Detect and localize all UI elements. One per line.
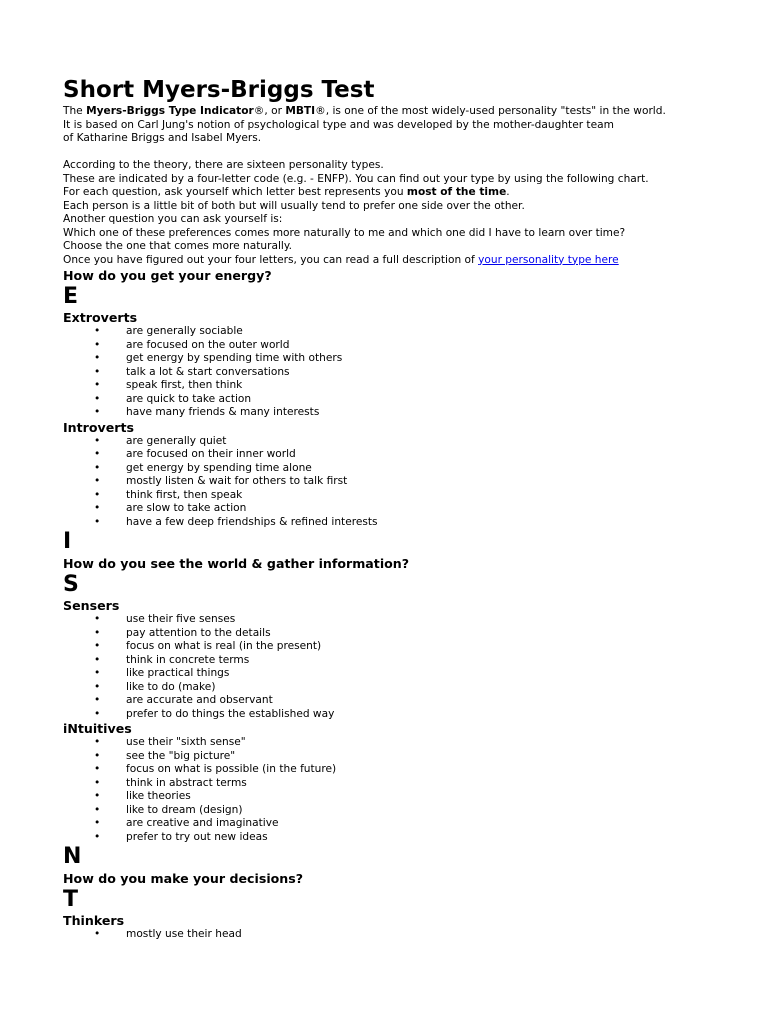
list-item: • prefer to try out new ideas [63, 831, 743, 845]
personality-type-link[interactable]: your personality type here [478, 253, 619, 266]
theory-line: Choose the one that comes more naturally. [63, 240, 292, 252]
list-item: • are quick to take action [63, 393, 743, 407]
list-item: • focus on what is real (in the present) [63, 640, 743, 654]
theory-line [63, 186, 743, 200]
question-energy: How do you get your energy? [63, 268, 272, 283]
group-title-introverts: Introverts [63, 419, 135, 435]
list-item: • have many friends & many interests [63, 406, 743, 420]
emphasis-text: most of the time [406, 186, 507, 198]
list-item: • mostly use their head [63, 928, 743, 942]
intro-text: The [63, 105, 87, 117]
question-information: How do you see the world & gather information? [63, 556, 410, 571]
letter-s: S [63, 572, 79, 597]
group-title-extroverts: Extroverts [63, 310, 138, 325]
mbti-full-name: Myers-Briggs Type Indicator [86, 105, 254, 117]
theory-line: According to the theory, there are sixteen personality types. [63, 159, 384, 171]
intro-line [63, 105, 743, 119]
group-title-sensers: Sensers [63, 598, 120, 613]
list-item: • focus on what is possible (in the future) [63, 763, 743, 777]
list-item: • talk a lot & start conversations [63, 366, 743, 380]
theory-line: Which one of these preferences comes more naturally to me and which one did I have to learn over time? [63, 226, 626, 239]
intro-line: It is based on Carl Jung's notion of psychological type and was developed by the mother-daughter team [63, 118, 614, 131]
theory-line: These are indicated by a four-letter code (e.g. - ENFP). You can find out your type by using the following chart. [63, 172, 649, 185]
question-decisions: How do you make your decisions? [63, 871, 304, 886]
list-thinkers [63, 928, 743, 942]
paragraph-gap [63, 146, 743, 160]
list-extroverts [63, 325, 743, 420]
theory-text: Once you have figured out your four letters, you can read a full description of [63, 253, 479, 266]
list-item: • are creative and imaginative [63, 817, 743, 831]
list-item: • get energy by spending time alone [63, 462, 743, 476]
list-item: • are slow to take action [63, 502, 743, 516]
theory-line: Each person is a little bit of both but will usually tend to prefer one side over the other. [63, 199, 525, 212]
list-item: • prefer to do things the established way [63, 708, 743, 722]
list-item: • think first, then speak [63, 489, 743, 503]
list-item: • like practical things [63, 667, 743, 681]
list-item: • use their "sixth sense" [63, 736, 743, 750]
list-intuitives [63, 736, 743, 844]
list-item: • think in abstract terms [63, 777, 743, 791]
list-item: • speak first, then think [63, 379, 743, 393]
intro-text: ®, or [253, 105, 286, 117]
list-item: • like to do (make) [63, 681, 743, 695]
list-item: • get energy by spending time with others [63, 352, 743, 366]
list-item: • like to dream (design) [63, 804, 743, 818]
list-item: • see the "big picture" [63, 750, 743, 764]
list-item: • think in concrete terms [63, 654, 743, 668]
list-item: • are focused on their inner world [63, 448, 743, 462]
group-title-intuitives: iNtuitives [63, 721, 132, 736]
list-item: • use their five senses [63, 613, 743, 627]
intro-text: ®, is one of the most widely-used personality "tests" in the world. [315, 105, 666, 117]
list-item: • mostly listen & wait for others to talk first [63, 475, 743, 489]
letter-i: I [63, 529, 72, 554]
letter-t: T [63, 887, 79, 912]
document-page [63, 76, 743, 942]
list-introverts [63, 435, 743, 530]
list-sensers [63, 613, 743, 721]
letter-n: N [63, 844, 82, 869]
list-item: • have a few deep friendships & refined interests [63, 516, 743, 530]
intro-line: of Katharine Briggs and Isabel Myers. [63, 132, 262, 144]
intro-paragraph [63, 105, 743, 267]
list-item: • are generally quiet [63, 435, 743, 449]
mbti-abbrev: MBTI [285, 105, 316, 117]
theory-text: For each question, ask yourself which letter best represents you [63, 186, 407, 198]
theory-line: Another question you can ask yourself is: [63, 213, 283, 225]
list-item: • are accurate and observant [63, 694, 743, 708]
list-item: • are focused on the outer world [63, 339, 743, 353]
list-item: • pay attention to the details [63, 627, 743, 641]
page-title: Short Myers-Briggs Test [63, 77, 375, 103]
list-item: • like theories [63, 790, 743, 804]
letter-e: E [63, 284, 79, 309]
theory-line [63, 254, 743, 268]
group-title-thinkers: Thinkers [63, 913, 125, 928]
list-item: • are generally sociable [63, 325, 743, 339]
theory-text: . [506, 186, 510, 198]
